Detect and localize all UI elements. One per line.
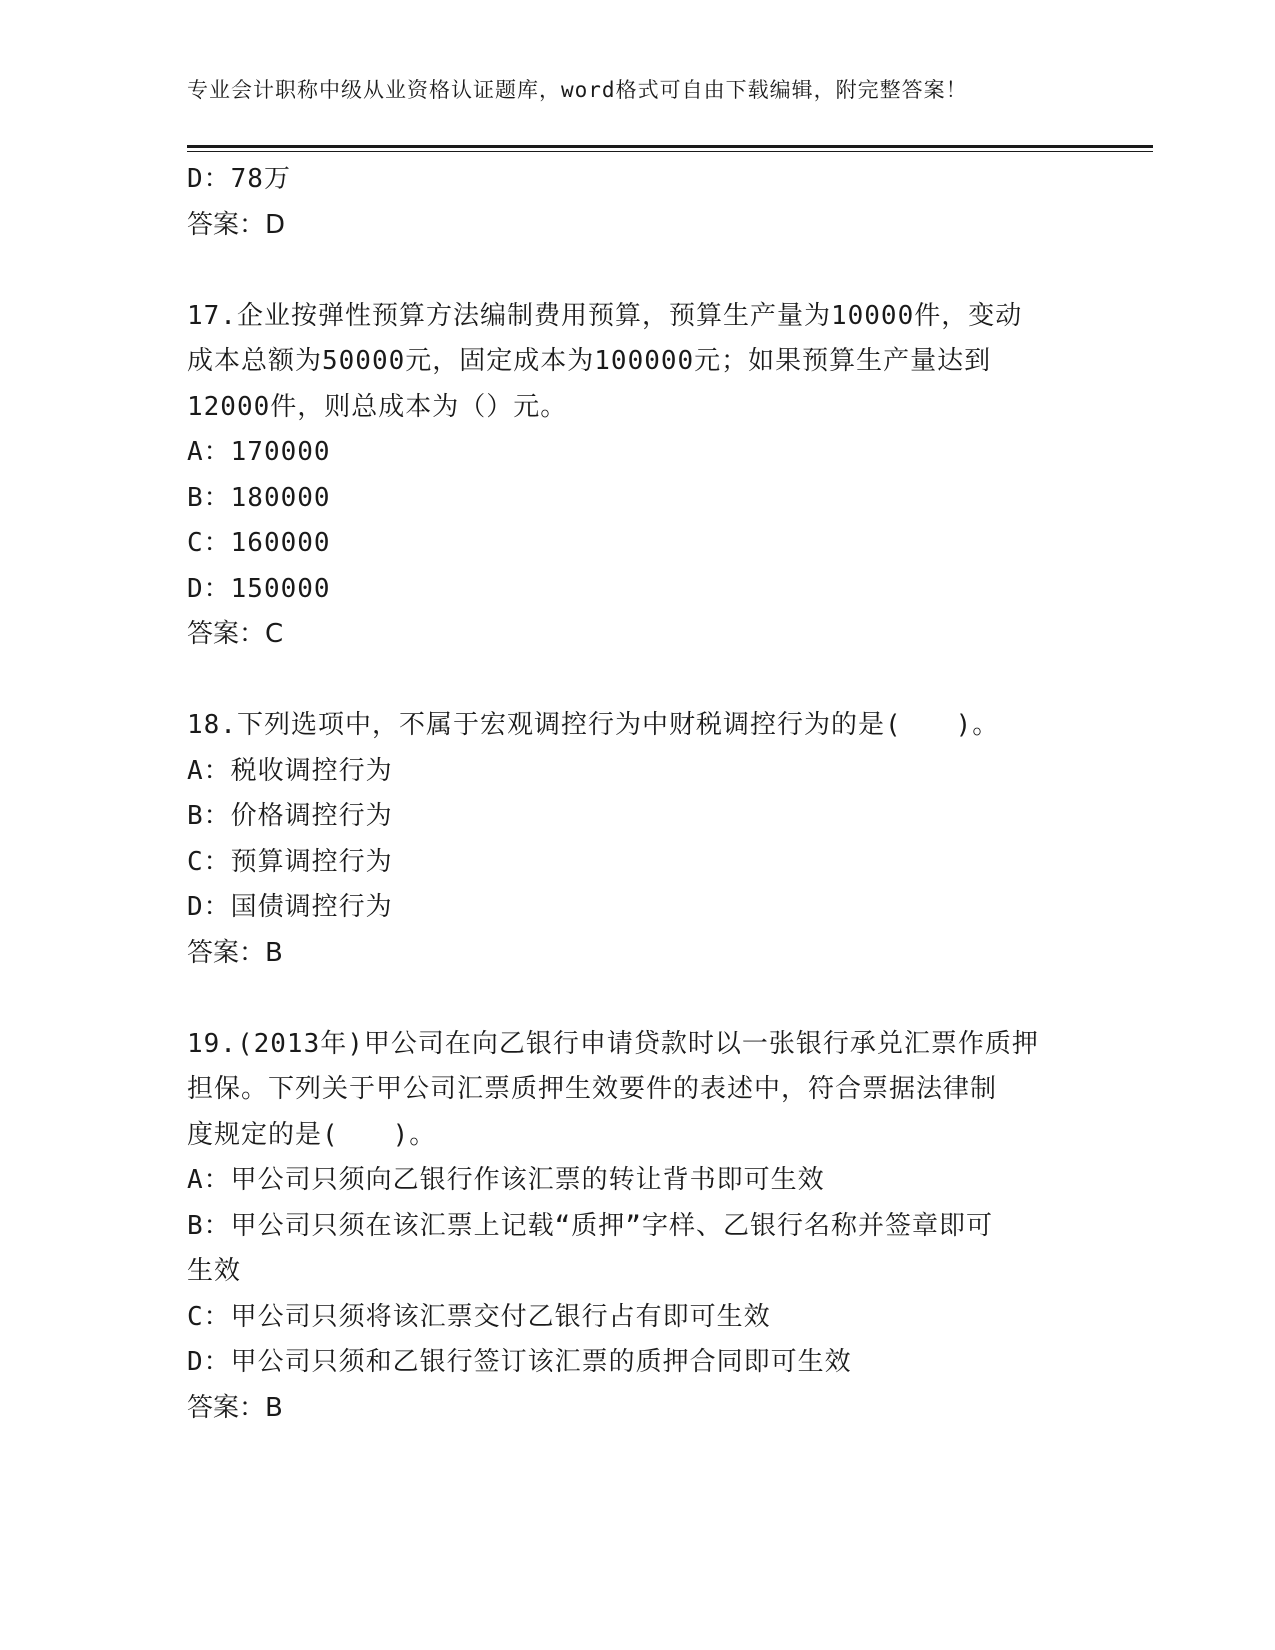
question-text: 担保。下列关于甲公司汇票质押生效要件的表述中，符合票据法律制 bbox=[187, 1074, 998, 1104]
option-c: C：预算调控行为 bbox=[187, 846, 393, 877]
option-b: B：价格调控行为 bbox=[187, 801, 393, 831]
question-text: 18.下列选项中，不属于宏观调控行为中财税调控行为的是( )。 bbox=[187, 710, 1000, 740]
answer: 答案：B bbox=[187, 1392, 283, 1423]
question-text: 成本总额为50000元，固定成本为100000元；如果预算生产量达到 bbox=[187, 346, 992, 376]
question-text: 17.企业按弹性预算方法编制费用预算，预算生产量为10000件，变动 bbox=[187, 300, 1023, 331]
answer: 答案：C bbox=[187, 619, 284, 649]
option-b-continued: 生效 bbox=[187, 1256, 242, 1286]
option-d: D：甲公司只须和乙银行签订该汇票的质押合同即可生效 bbox=[187, 1347, 852, 1377]
option-a: A：甲公司只须向乙银行作该汇票的转让背书即可生效 bbox=[187, 1165, 825, 1195]
question-19 bbox=[187, 1022, 1087, 1432]
question-17 bbox=[187, 294, 1087, 658]
spacer bbox=[187, 976, 1087, 1022]
question-18 bbox=[187, 703, 1087, 976]
answer: 答案：D bbox=[187, 209, 286, 240]
option-d: D：国债调控行为 bbox=[187, 892, 393, 922]
option-a: A：170000 bbox=[187, 437, 331, 467]
page-header: 专业会计职称中级从业资格认证题库，word格式可自由下载编辑，附完整答案！ bbox=[187, 78, 968, 102]
answer: 答案：B bbox=[187, 937, 283, 968]
header-rule-thick bbox=[187, 145, 1153, 148]
spacer bbox=[187, 658, 1087, 704]
option-d: D：150000 bbox=[187, 573, 331, 604]
question-content bbox=[187, 157, 1087, 1431]
header-rule-thin bbox=[187, 151, 1153, 152]
question-text: 度规定的是( )。 bbox=[187, 1119, 437, 1150]
question-text: 12000件，则总成本为（）元。 bbox=[187, 391, 568, 422]
option-b: B：甲公司只须在该汇票上记载“质押”字样、乙银行名称并签章即可 bbox=[187, 1210, 993, 1241]
option-b: B：180000 bbox=[187, 482, 331, 513]
spacer bbox=[187, 248, 1087, 294]
option-d: D：78万 bbox=[187, 164, 291, 194]
option-a: A：税收调控行为 bbox=[187, 755, 393, 786]
option-c: C：160000 bbox=[187, 528, 331, 558]
question-text: 19.(2013年)甲公司在向乙银行申请贷款时以一张银行承兑汇票作质押 bbox=[187, 1028, 1039, 1059]
option-c: C：甲公司只须将该汇票交付乙银行占有即可生效 bbox=[187, 1301, 771, 1332]
